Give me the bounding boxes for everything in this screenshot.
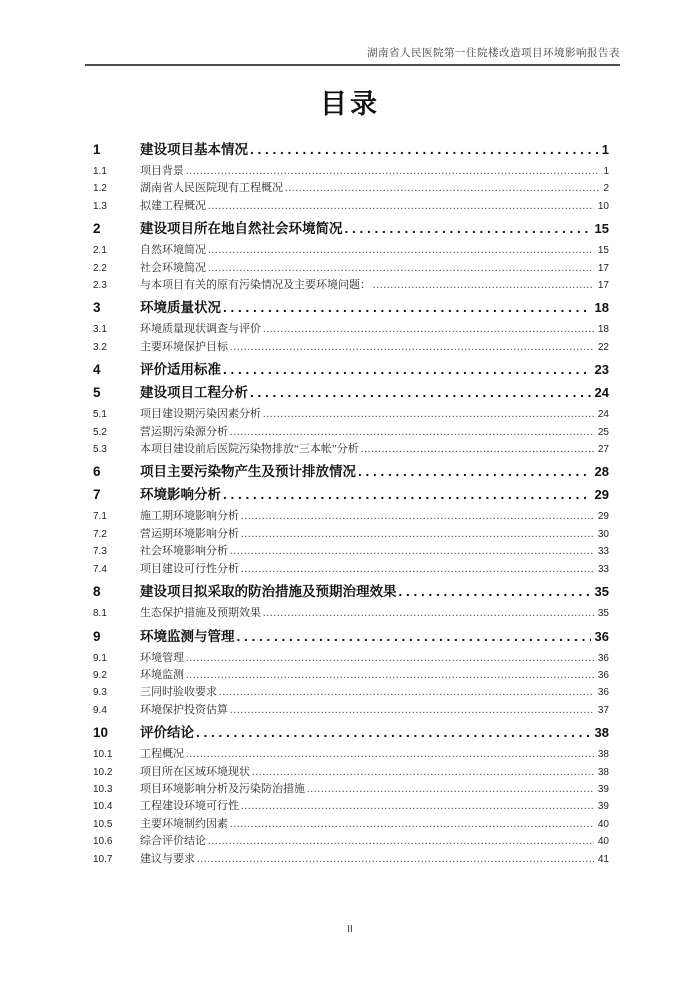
toc-dot-leader <box>230 424 594 441</box>
toc-entry <box>93 650 609 667</box>
toc-dot-leader <box>197 851 594 868</box>
toc-entry <box>93 508 609 525</box>
toc-entry <box>93 180 609 197</box>
toc-entry-title: 社会环境简况 <box>140 261 206 274</box>
toc-entry-page: 38 <box>597 766 609 778</box>
toc-entry-page: 38 <box>597 749 609 761</box>
toc-entry-number: 6 <box>93 464 101 480</box>
toc-entry-page: 29 <box>594 487 609 503</box>
footer-page-number: II <box>347 924 353 935</box>
toc-entry-page: 24 <box>594 385 609 401</box>
toc-entry <box>93 486 609 504</box>
toc-entry-title: 项目所在区域环境现状 <box>140 765 250 778</box>
toc-dot-leader <box>252 764 594 781</box>
toc-dot-leader <box>230 702 594 719</box>
toc-entry-number: 5.2 <box>93 426 107 438</box>
toc-dot-leader <box>223 486 591 504</box>
toc-dot-leader <box>208 833 594 850</box>
toc-dot-leader <box>223 299 591 317</box>
toc-entry-title: 环境影响分析 <box>140 487 221 503</box>
toc-entry <box>93 299 609 317</box>
toc-dot-leader <box>285 180 599 197</box>
toc-dot-leader <box>307 781 594 798</box>
toc-dot-leader <box>263 406 594 423</box>
toc-dot-leader <box>399 583 591 601</box>
toc-entry <box>93 833 609 850</box>
toc-dot-leader <box>186 650 594 667</box>
toc-entry-number: 7.1 <box>93 511 107 523</box>
toc-entry-page: 27 <box>597 444 609 456</box>
toc-dot-leader <box>361 441 594 458</box>
toc-entry-number: 7.3 <box>93 546 107 558</box>
toc-entry-title: 营运期环境影响分析 <box>140 527 239 540</box>
toc-entry <box>93 163 609 180</box>
toc-entry <box>93 361 609 379</box>
toc-entry-title: 工程概况 <box>140 748 184 761</box>
toc-entry-page: 23 <box>594 362 609 378</box>
toc-entry-title: 建议与要求 <box>140 852 195 865</box>
toc-entry <box>93 781 609 798</box>
toc-entry-page: 29 <box>597 511 609 523</box>
toc-entry-title: 拟建工程概况 <box>140 199 206 212</box>
toc-dot-leader <box>358 463 591 481</box>
toc-entry <box>93 406 609 423</box>
toc-entry-title: 三同时验收要求 <box>140 686 217 699</box>
toc-list <box>93 136 609 868</box>
toc-entry <box>93 441 609 458</box>
toc-entry-number: 7 <box>93 487 101 503</box>
toc-entry <box>93 424 609 441</box>
toc-entry-page: 36 <box>597 687 609 699</box>
page-title: 目录 <box>320 89 380 119</box>
toc-entry-page: 33 <box>597 563 609 575</box>
toc-entry <box>93 141 609 159</box>
toc-entry-number: 1.3 <box>93 200 107 212</box>
toc-entry-page: 40 <box>597 836 609 848</box>
toc-dot-leader <box>263 321 594 338</box>
toc-entry-number: 5 <box>93 385 101 401</box>
toc-entry-page: 33 <box>597 546 609 558</box>
toc-entry-number: 1 <box>93 142 101 157</box>
toc-entry-page: 30 <box>597 528 609 540</box>
toc-entry <box>93 605 609 622</box>
toc-entry-title: 环境质量现状调查与评价 <box>140 323 261 336</box>
toc-entry <box>93 561 609 578</box>
toc-entry <box>93 198 609 215</box>
toc-dot-leader <box>186 667 594 684</box>
toc-entry <box>93 242 609 259</box>
toc-dot-leader <box>196 724 591 742</box>
toc-entry <box>93 764 609 781</box>
toc-entry-title: 湖南省人民医院现有工程概况 <box>140 182 283 195</box>
toc-entry-title: 工程建设环境可行性 <box>140 800 239 813</box>
toc-entry <box>93 816 609 833</box>
toc-entry <box>93 384 609 402</box>
toc-dot-leader <box>230 339 594 356</box>
toc-entry-title: 与本项目有关的原有污染情况及主要环境问题： <box>140 279 371 292</box>
toc-entry-number: 4 <box>93 362 101 378</box>
toc-entry-title: 环境管理 <box>140 651 184 664</box>
toc-entry-title: 建设项目所在地自然社会环境简况 <box>140 221 343 237</box>
toc-entry-number: 10.3 <box>93 783 113 795</box>
toc-entry-number: 7.2 <box>93 528 107 540</box>
toc-entry-number: 10.2 <box>93 766 113 778</box>
toc-entry-page: 41 <box>597 853 609 865</box>
toc-entry-title: 建设项目工程分析 <box>140 385 248 401</box>
toc-dot-leader <box>230 543 594 560</box>
toc-entry-page: 38 <box>594 725 609 741</box>
toc-entry-number: 10 <box>93 725 109 741</box>
toc-entry-title: 项目建设期污染因素分析 <box>140 408 261 421</box>
toc-entry-page: 37 <box>597 704 609 716</box>
toc-entry-number: 10.5 <box>93 818 113 830</box>
toc-entry <box>93 667 609 684</box>
header-rule <box>85 64 620 66</box>
toc-dot-leader <box>186 163 599 180</box>
toc-dot-leader <box>241 526 594 543</box>
toc-dot-leader <box>208 198 594 215</box>
toc-entry-page: 1 <box>601 142 609 157</box>
toc-entry <box>93 746 609 763</box>
toc-entry-title: 项目主要污染物产生及预计排放情况 <box>140 464 356 480</box>
toc-entry-title: 项目环境影响分析及污染防治措施 <box>140 782 305 795</box>
toc-entry-title: 本项目建设前后医院污染物排放“三本帐”分析 <box>140 443 359 456</box>
toc-entry-page: 35 <box>597 608 609 620</box>
toc-entry-number: 9.1 <box>93 652 107 664</box>
toc-entry <box>93 463 609 481</box>
toc-entry-title: 生态保护措施及预期效果 <box>140 607 261 620</box>
toc-entry-page: 28 <box>594 464 609 480</box>
toc-entry-page: 2 <box>603 183 609 195</box>
toc-entry <box>93 277 609 294</box>
toc-entry <box>93 628 609 646</box>
toc-entry-number: 10.7 <box>93 853 113 865</box>
toc-dot-leader <box>219 684 594 701</box>
toc-entry-title: 环境保护投资估算 <box>140 703 228 716</box>
toc-dot-leader <box>241 798 594 815</box>
toc-entry-number: 2 <box>93 221 101 237</box>
toc-entry-title: 环境监测 <box>140 668 184 681</box>
toc-entry-page: 22 <box>597 341 609 353</box>
toc-dot-leader <box>345 220 591 238</box>
toc-entry-number: 9.3 <box>93 687 107 699</box>
toc-entry <box>93 526 609 543</box>
toc-entry <box>93 724 609 742</box>
toc-entry-page: 17 <box>597 262 609 274</box>
toc-entry <box>93 260 609 277</box>
toc-entry-title: 综合评价结论 <box>140 835 206 848</box>
toc-entry-title: 主要环境保护目标 <box>140 340 228 353</box>
toc-dot-leader <box>250 384 591 402</box>
toc-entry-page: 15 <box>594 221 609 237</box>
toc-entry-number: 3 <box>93 300 101 316</box>
toc-entry-page: 36 <box>597 652 609 664</box>
toc-entry-page: 36 <box>594 628 609 644</box>
toc-entry-title: 施工期环境影响分析 <box>140 510 239 523</box>
toc-entry-number: 9.4 <box>93 704 107 716</box>
toc-entry-number: 1.2 <box>93 183 107 195</box>
toc-entry-number: 2.1 <box>93 245 107 257</box>
toc-entry-number: 7.4 <box>93 563 107 575</box>
toc-entry-number: 2.3 <box>93 280 107 292</box>
toc-entry-number: 1.1 <box>93 166 107 177</box>
toc-entry-page: 35 <box>594 584 609 600</box>
toc-entry-page: 39 <box>597 783 609 795</box>
toc-entry-page: 40 <box>597 818 609 830</box>
toc-entry <box>93 684 609 701</box>
toc-entry-number: 10.1 <box>93 749 113 761</box>
toc-entry-page: 24 <box>597 409 609 421</box>
toc-entry-number: 10.4 <box>93 801 113 813</box>
toc-entry-title: 社会环境影响分析 <box>140 545 228 558</box>
toc-entry-number: 8 <box>93 584 101 600</box>
toc-entry-page: 36 <box>597 669 609 681</box>
toc-entry-title: 评价适用标准 <box>140 362 221 378</box>
toc-dot-leader <box>241 561 594 578</box>
toc-entry-page: 15 <box>597 245 609 257</box>
toc-entry-title: 环境质量状况 <box>140 300 221 316</box>
toc-entry-page: 18 <box>597 324 609 336</box>
toc-entry-number: 9.2 <box>93 669 107 681</box>
toc-entry-number: 3.1 <box>93 324 107 336</box>
running-header: 湖南省人民医院第一住院楼改造项目环境影响报告表 <box>367 48 620 59</box>
toc-entry-title: 建设项目基本情况 <box>140 142 248 157</box>
toc-entry <box>93 339 609 356</box>
toc-entry-title: 建设项目拟采取的防治措施及预期治理效果 <box>140 584 397 600</box>
toc-entry-number: 3.2 <box>93 341 107 353</box>
toc-entry-number: 10.6 <box>93 836 113 848</box>
toc-dot-leader <box>223 361 591 379</box>
toc-entry-number: 5.3 <box>93 444 107 456</box>
toc-entry-page: 10 <box>597 200 609 212</box>
toc-entry-number: 8.1 <box>93 608 107 620</box>
toc-dot-leader <box>250 141 598 159</box>
toc-entry-page: 1 <box>603 166 609 177</box>
toc-dot-leader <box>373 277 594 294</box>
toc-entry-page: 25 <box>597 426 609 438</box>
toc-entry <box>93 543 609 560</box>
toc-entry-title: 营运期污染源分析 <box>140 425 228 438</box>
toc-dot-leader <box>263 605 594 622</box>
toc-entry-title: 项目建设可行性分析 <box>140 562 239 575</box>
toc-dot-leader <box>208 260 594 277</box>
toc-entry-title: 主要环境制约因素 <box>140 817 228 830</box>
toc-entry-number: 5.1 <box>93 409 107 421</box>
toc-dot-leader <box>241 508 594 525</box>
toc-entry-number: 9 <box>93 628 101 644</box>
toc-dot-leader <box>237 628 591 646</box>
toc-entry <box>93 321 609 338</box>
toc-entry-title: 项目背景 <box>140 165 184 177</box>
toc-entry <box>93 851 609 868</box>
toc-entry-number: 2.2 <box>93 262 107 274</box>
toc-entry <box>93 798 609 815</box>
toc-entry-title: 评价结论 <box>140 725 194 741</box>
toc-entry-title: 环境监测与管理 <box>140 628 235 644</box>
toc-entry-page: 39 <box>597 801 609 813</box>
toc-entry <box>93 583 609 601</box>
toc-dot-leader <box>230 816 594 833</box>
toc-dot-leader <box>186 746 594 763</box>
toc-entry-title: 自然环境简况 <box>140 244 206 257</box>
toc-entry <box>93 702 609 719</box>
toc-dot-leader <box>208 242 594 259</box>
toc-entry-page: 18 <box>594 300 609 316</box>
toc-entry-page: 17 <box>597 280 609 292</box>
toc-entry <box>93 220 609 238</box>
